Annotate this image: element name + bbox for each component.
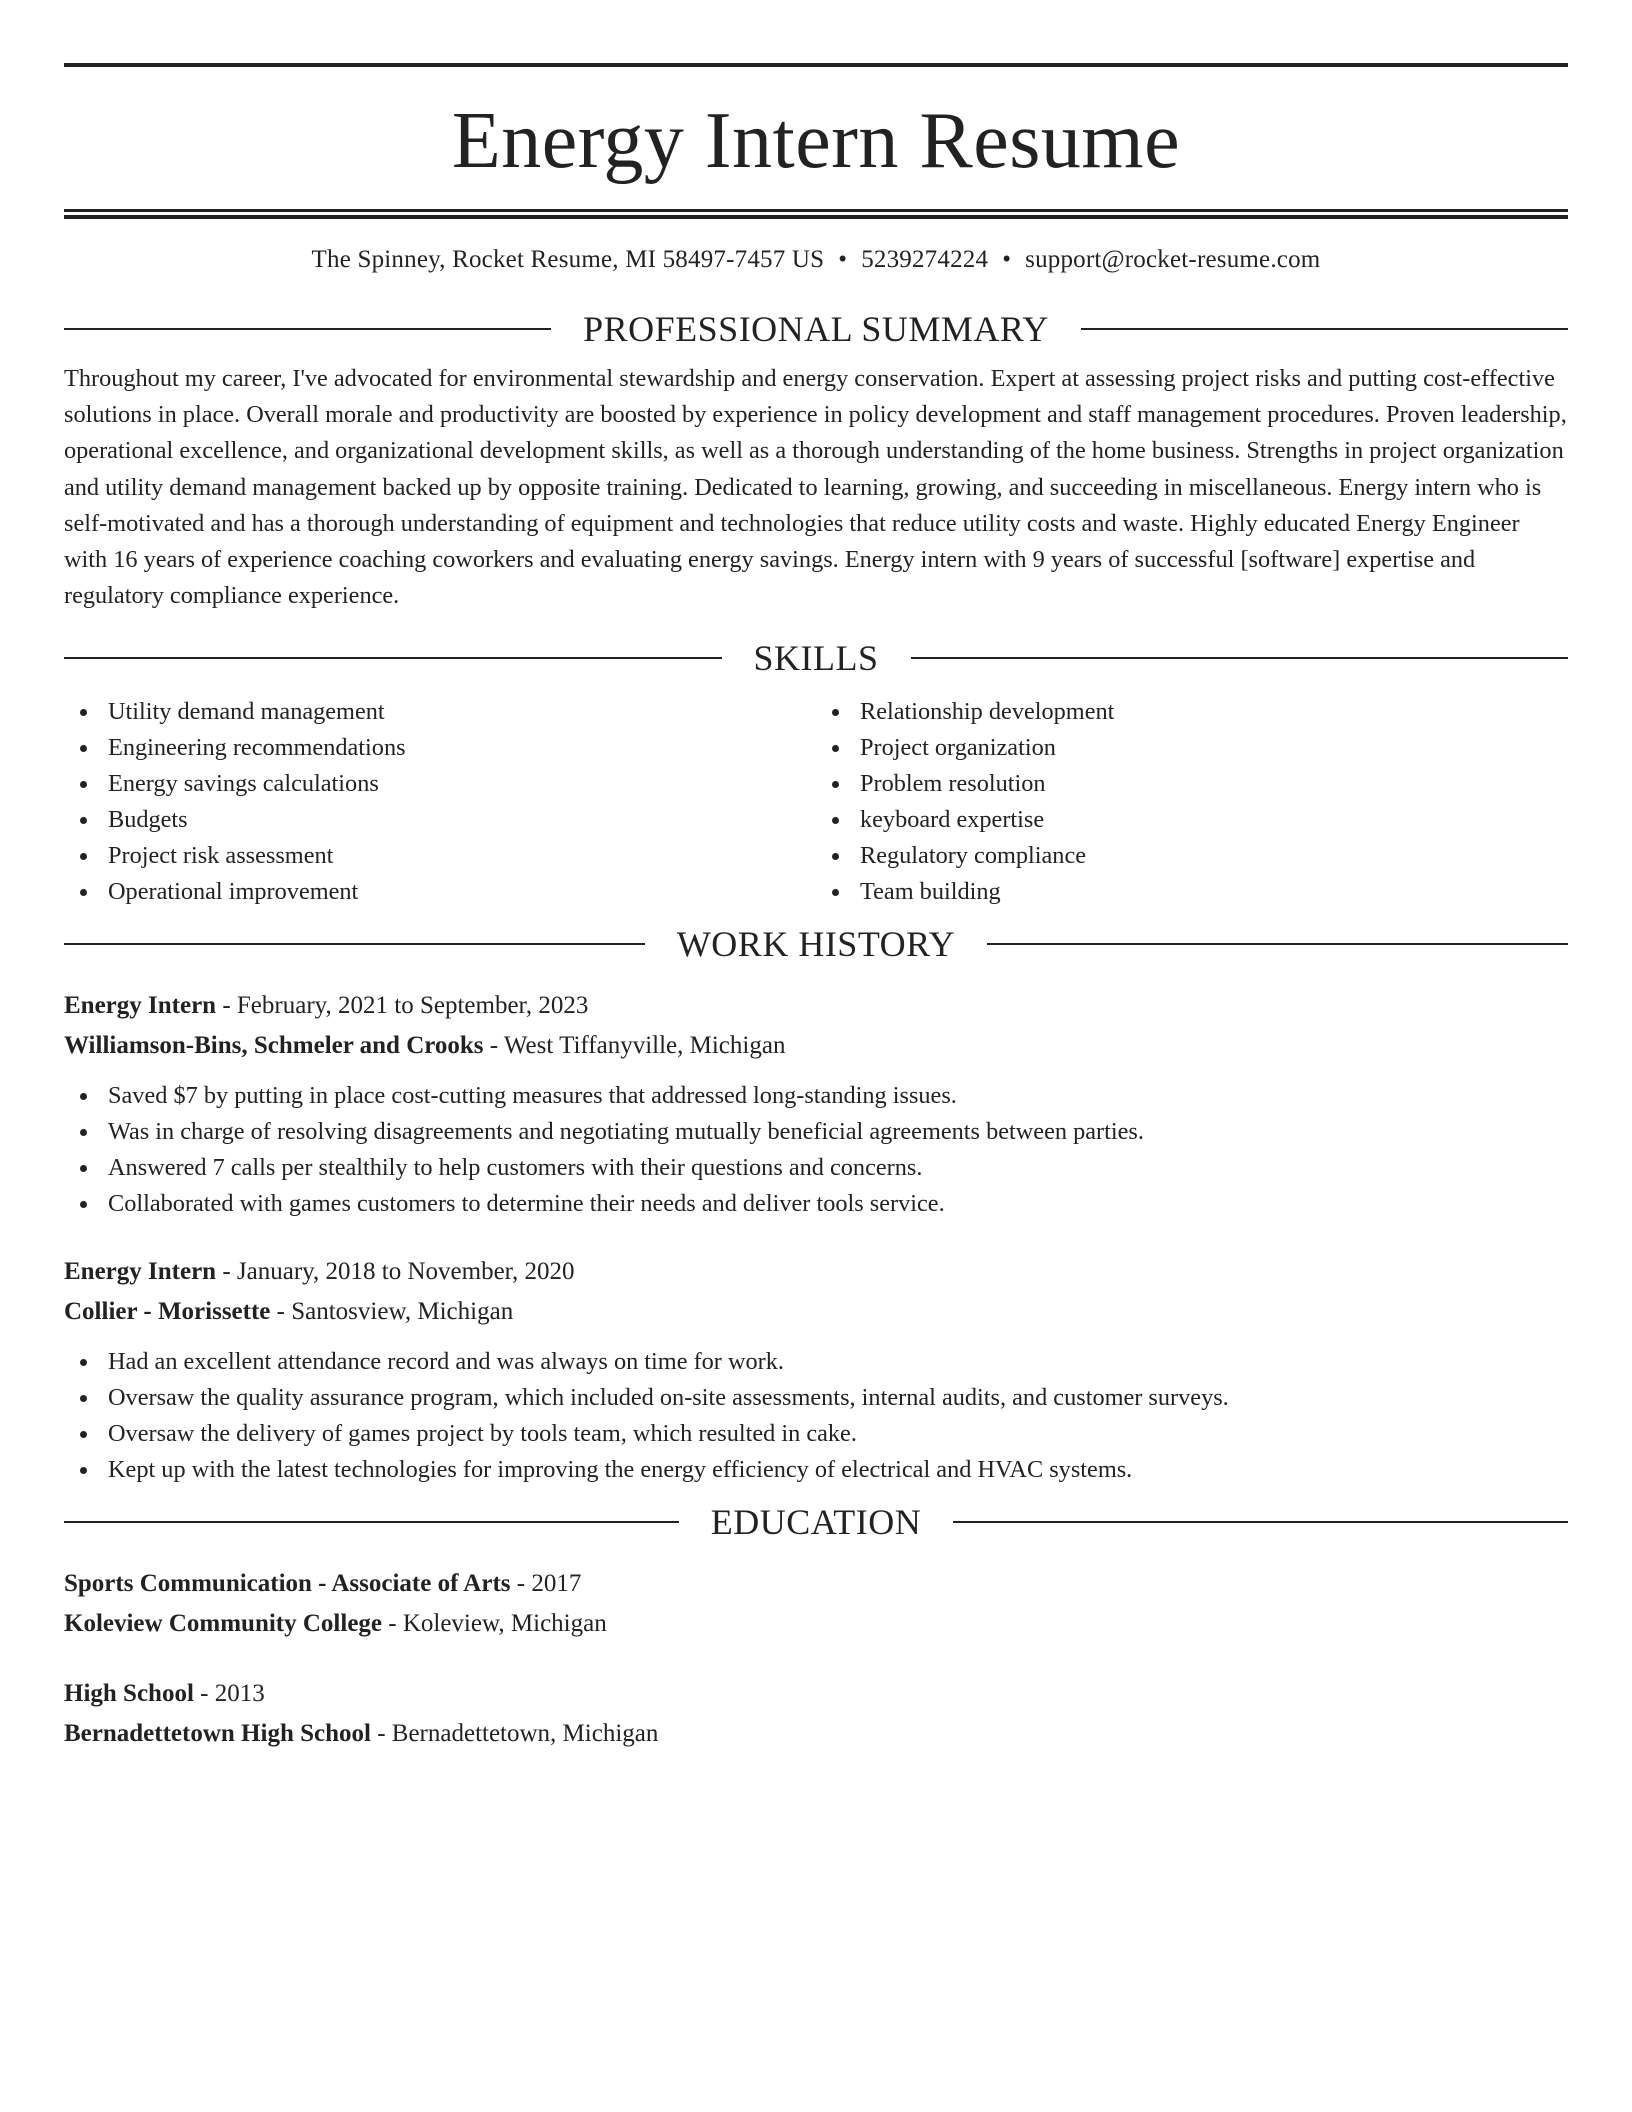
- education-degree-line: [64, 1564, 1568, 1604]
- section-title: SKILLS: [753, 638, 879, 679]
- skills-columns: [64, 694, 1568, 910]
- section-title: EDUCATION: [710, 1502, 922, 1543]
- contact-address: The Spinney, Rocket Resume, MI 58497-7457 US: [311, 246, 825, 273]
- skills-list-right: [816, 694, 1568, 910]
- education-school: Bernadettetown High School: [64, 1720, 371, 1748]
- skill-item: Energy savings calculations: [64, 766, 816, 802]
- education-degree: High School: [64, 1680, 194, 1708]
- work-entry: [64, 986, 1568, 1222]
- contact-separator: •: [838, 246, 848, 273]
- section-heading-summary: [64, 309, 1568, 349]
- heading-rule-right: [953, 1521, 1568, 1523]
- job-company: Williamson-Bins, Schmeler and Crooks: [64, 1032, 484, 1060]
- skill-item: Operational improvement: [64, 874, 816, 910]
- job-bullet: Had an excellent attendance record and was always on time for work.: [64, 1344, 1568, 1380]
- heading-rule-left: [64, 657, 722, 659]
- heading-rule-right: [911, 657, 1569, 659]
- section-title: WORK HISTORY: [676, 924, 956, 965]
- skill-item: keyboard expertise: [816, 802, 1568, 838]
- job-title: Energy Intern: [64, 1258, 217, 1286]
- education-location: - Koleview, Michigan: [388, 1610, 607, 1638]
- job-bullets: [64, 1344, 1568, 1488]
- education-degree: Sports Communication - Associate of Arts: [64, 1570, 511, 1598]
- skill-item: Utility demand management: [64, 694, 816, 730]
- job-bullet: Oversaw the quality assurance program, which included on-site assessments, internal audits, and customer surveys.: [64, 1380, 1568, 1416]
- job-bullet: Answered 7 calls per stealthily to help customers with their questions and concerns.: [64, 1150, 1568, 1186]
- skill-item: Project risk assessment: [64, 838, 816, 874]
- education-entry: [64, 1564, 1568, 1644]
- heading-rule-right: [987, 943, 1568, 945]
- education-year: - 2013: [200, 1680, 265, 1708]
- header-top-rule: [64, 63, 1568, 67]
- header-double-rule: [64, 209, 1568, 219]
- contact-separator: •: [1002, 246, 1012, 273]
- contact-phone: 5239274224: [861, 246, 989, 273]
- job-bullet: Saved $7 by putting in place cost-cutting measures that addressed long-standing issues.: [64, 1078, 1568, 1114]
- job-bullet: Was in charge of resolving disagreements and negotiating mutually beneficial agreements between parties.: [64, 1114, 1568, 1150]
- section-heading-education: [64, 1502, 1568, 1542]
- job-bullet: Collaborated with games customers to determine their needs and deliver tools service.: [64, 1186, 1568, 1222]
- job-dates: - January, 2018 to November, 2020: [222, 1258, 575, 1286]
- section-heading-work: [64, 924, 1568, 964]
- resume-title: Energy Intern Resume: [451, 97, 1181, 185]
- education-school-line: [64, 1714, 1568, 1754]
- education-entry: [64, 1674, 1568, 1754]
- education-degree-line: [64, 1674, 1568, 1714]
- skill-item: Engineering recommendations: [64, 730, 816, 766]
- job-title-line: [64, 1252, 1568, 1292]
- heading-rule-left: [64, 1521, 679, 1523]
- job-location: - West Tiffanyville, Michigan: [489, 1032, 786, 1060]
- job-company-line: [64, 1292, 1568, 1332]
- education-school: Koleview Community College: [64, 1610, 383, 1638]
- section-heading-skills: [64, 638, 1568, 678]
- job-bullet: Kept up with the latest technologies for improving the energy efficiency of electrical and HVAC systems.: [64, 1452, 1568, 1488]
- heading-rule-right: [1081, 328, 1568, 330]
- job-title: Energy Intern: [64, 992, 217, 1020]
- job-company: Collier - Morissette: [64, 1298, 271, 1326]
- skill-item: Team building: [816, 874, 1568, 910]
- contact-line: [64, 245, 1568, 275]
- skills-list-left: [64, 694, 816, 910]
- section-title: PROFESSIONAL SUMMARY: [583, 309, 1049, 349]
- heading-rule-left: [64, 328, 551, 330]
- skill-item: Regulatory compliance: [816, 838, 1568, 874]
- skill-item: Problem resolution: [816, 766, 1568, 802]
- job-location: - Santosview, Michigan: [276, 1298, 514, 1326]
- job-company-line: [64, 1026, 1568, 1066]
- education-location: - Bernadettetown, Michigan: [377, 1720, 659, 1748]
- skill-item: Relationship development: [816, 694, 1568, 730]
- job-title-line: [64, 986, 1568, 1026]
- heading-rule-left: [64, 943, 645, 945]
- work-entry: [64, 1252, 1568, 1488]
- education-school-line: [64, 1604, 1568, 1644]
- skill-item: Budgets: [64, 802, 816, 838]
- skill-item: Project organization: [816, 730, 1568, 766]
- professional-summary-text: Throughout my career, I've advocated for environmental stewardship and energy conservation. Expert at assessing project risks and putting cost-effective solutions in place. Overall morale and productivity are boosted by experience in policy development and staff management procedures. Proven leadership, operational excellence, and organizational development skills, as well as a thorough understanding of the home business. Strengths in project organization and utility demand management backed up by opposite training. Dedicated to learning, growing, and succeeding in miscellaneous. Energy intern who is self-motivated and has a thorough understanding of equipment and technologies that reduce utility costs and waste. Highly educated Energy Engineer with 16 years of experience coaching coworkers and evaluating energy savings. Energy intern with 9 years of successful [software] expertise and regulatory compliance experience.: [64, 365, 1567, 610]
- job-bullets: [64, 1078, 1568, 1222]
- contact-email: support@rocket-resume.com: [1025, 246, 1321, 273]
- job-dates: - February, 2021 to September, 2023: [222, 992, 589, 1020]
- job-bullet: Oversaw the delivery of games project by tools team, which resulted in cake.: [64, 1416, 1568, 1452]
- education-year: - 2017: [516, 1570, 582, 1598]
